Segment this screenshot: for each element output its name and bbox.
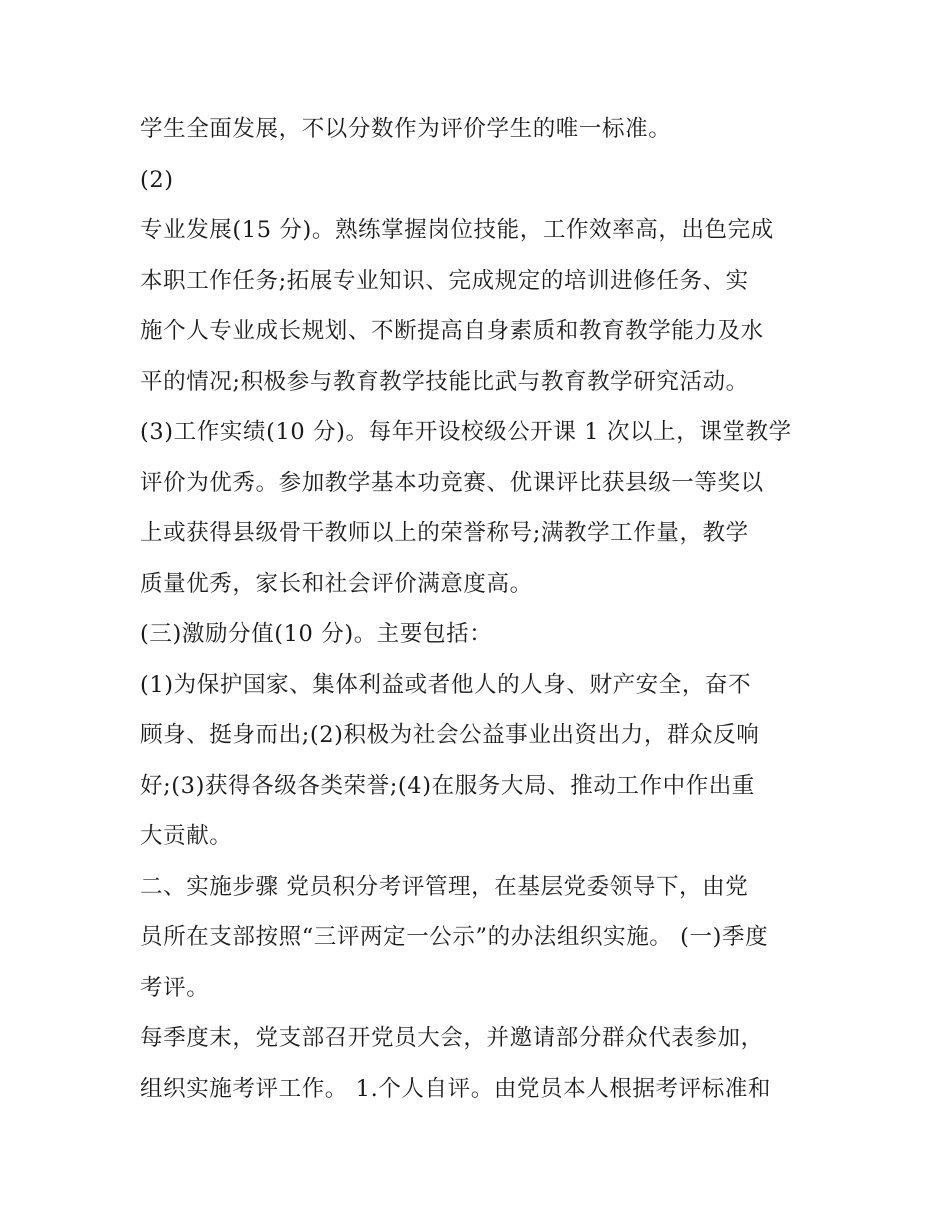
text-line: 二、实施步骤 党员积分考评管理，在基层党委领导下，由党 (140, 873, 749, 900)
text-line: 员所在支部按照“三评两定一公示”的办法组织实施。 (一)季度 (140, 924, 769, 950)
text-line: 施个人专业成长规划、不断提高自身素质和教育教学能力及水 (140, 318, 764, 344)
text-line: (1)为保护国家、集体利益或者他人的人身、财产安全，奋不 (140, 671, 752, 698)
text-line: 学生全面发展，不以分数作为评价学生的唯一标准。 (140, 116, 672, 142)
text-line: 专业发展(15 分)。熟练掌握岗位技能，工作效率高，出色完成 (140, 217, 774, 243)
text-line: 大贡献。 (140, 823, 233, 849)
text-line: 每季度末，党支部召开党员大会，并邀请部分群众代表参加， (140, 1025, 764, 1051)
text-line: 本职工作任务;拓展专业知识、完成规定的培训进修任务、实 (140, 267, 749, 294)
text-line: 评价为优秀。参加教学基本功竞赛、优课评比获县级一等奖以 (140, 469, 764, 496)
text-line: 上或获得县级骨干教师以上的荣誉称号;满教学工作量，教学 (140, 520, 749, 546)
text-line: 质量优秀，家长和社会评价满意度高。 (140, 570, 533, 597)
text-line: 组织实施考评工作。 1.个人自评。由党员本人根据考评标准和 (140, 1075, 772, 1102)
document-body (140, 104, 820, 1114)
text-line: 考评。 (140, 974, 210, 1001)
text-line: (2) (140, 166, 174, 193)
text-line: 顾身、挺身而出;(2)积极为社会公益事业出资出力，群众反响 (140, 722, 760, 748)
text-line: 好;(3)获得各级各类荣誉;(4)在服务大局、推动工作中作出重 (140, 772, 756, 799)
text-line: (3)工作实绩(10 分)。每年开设校级公开课 1 次以上，课堂教学 (140, 419, 792, 445)
text-line: (三)激励分值(10 分)。主要包括： (140, 621, 493, 647)
text-line: 平的情况;积极参与教育教学技能比武与教育教学研究活动。 (140, 368, 749, 395)
